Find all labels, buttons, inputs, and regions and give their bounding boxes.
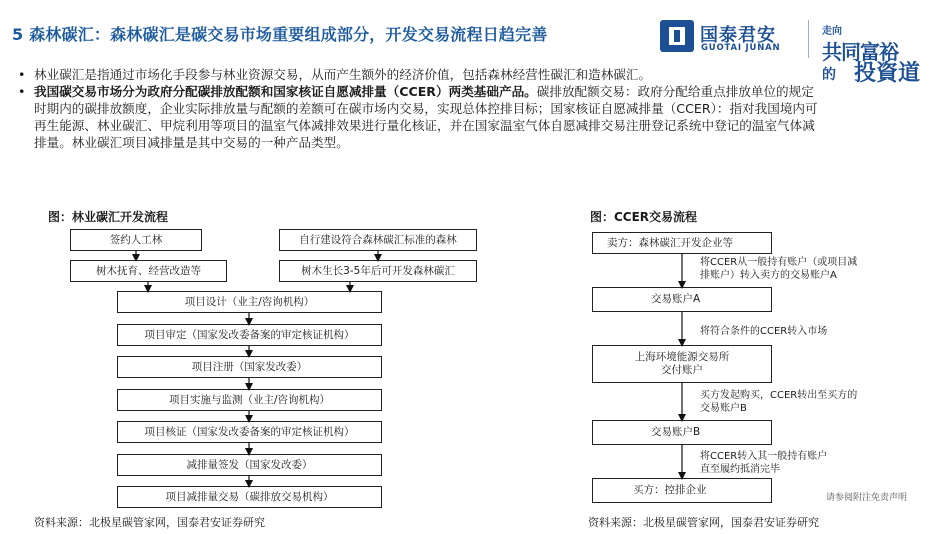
left-chart-source: 资料来源：北极星碳管家网，国泰君安证券研究 bbox=[34, 516, 265, 529]
bullet-bold-text: 我国碳交易市场分为政府分配碳排放配额和国家核证自愿减排量（CCER）两类基础产品。 bbox=[34, 84, 537, 99]
bullet-dot-icon: • bbox=[18, 67, 26, 82]
flow-step-issuance: 减排量签发（国家发改委） bbox=[117, 454, 382, 476]
bullet-text: 林业碳汇是指通过市场化手段参与林业资源交易，从而产生额外的经济价值，包括森林经营性碳汇和造林碳汇。 bbox=[34, 67, 652, 82]
slogan-line-4: 投資道 bbox=[854, 60, 921, 86]
flow-step-monitoring: 项目实施与监测（业主/咨询机构） bbox=[117, 389, 382, 411]
ccer-note-2: 将符合条件的CCER转入市场 bbox=[700, 326, 828, 337]
flow-box-sign-plantation: 签约人工林 bbox=[70, 229, 202, 251]
flow-step-validation: 项目审定（国家发改委备案的审定核证机构） bbox=[117, 324, 382, 346]
flow-step-design: 项目设计（业主/咨询机构） bbox=[117, 291, 382, 313]
ccer-box-account-b: 交易账户B bbox=[592, 420, 772, 445]
bullet-dot-icon: • bbox=[18, 84, 26, 99]
logo-english-name: GUOTAI JUNAN bbox=[701, 43, 781, 53]
logo-chinese-name: 国泰君安 bbox=[700, 25, 776, 46]
ccer-box-account-a: 交易账户A bbox=[592, 287, 772, 312]
flow-step-registration: 项目注册（国家发改委） bbox=[117, 356, 382, 378]
flow-box-self-build-forest: 自行建设符合森林碳汇标准的森林 bbox=[279, 229, 477, 251]
slogan-line-1: 走向 bbox=[822, 26, 842, 37]
flow-box-tree-growth: 树木生长3-5年后可开发森林碳汇 bbox=[279, 260, 477, 282]
ccer-note-4-line-2: 直至履约抵消完毕 bbox=[700, 463, 780, 475]
slogan-line-2: 共同富裕 bbox=[822, 40, 898, 64]
ccer-exchange-line-1: 上海环境能源交易所 bbox=[634, 351, 730, 363]
bullet-text: 碳排放配额交易：政府分配给重点排放单位的规定时期内的碳排放额度，企业实际排放量与配额的差额可在碳市场内交易，实现总体控排目标；国家核证自愿减排量（CCER）：指对我国境内可再生能源、林业碳汇、甲烷利用等项目的温室气体减排效果进行量化核证，并在国家温室气体自愿减排交易注册登记系统中登记的温室气体减排量。林业碳汇项目减排量是其中交易的一种产品类型。 bbox=[34, 84, 818, 150]
ccer-note-3-line-2: 交易账户B bbox=[700, 402, 747, 414]
flow-step-trading: 项目减排量交易（碳排放交易机构） bbox=[117, 486, 382, 508]
right-chart-source: 资料来源：北极星碳管家网，国泰君安证券研究 bbox=[588, 516, 819, 529]
ccer-note-4-line-1: 将CCER转入其一般持有账户 bbox=[700, 451, 828, 462]
ccer-exchange-line-2: 交付账户 bbox=[661, 364, 703, 376]
ccer-note-1-line-1: 将CCER从一般持有账户（或项目减 bbox=[700, 257, 858, 268]
slogan-line-3: 的 bbox=[822, 67, 836, 83]
ccer-note-1-line-2: 排账户）转入卖方的交易账户A bbox=[700, 269, 837, 281]
page-title: 5 森林碳汇：森林碳汇是碳交易市场重要组成部分，开发交易流程日趋完善 bbox=[12, 25, 548, 44]
ccer-box-buyer: 买方：控排企业 bbox=[592, 478, 772, 503]
ccer-box-seller: 卖方：森林碳汇开发企业等 bbox=[592, 232, 772, 254]
ccer-note-3-line-1: 买方发起购买，CCER转出至买方的 bbox=[700, 390, 858, 401]
disclaimer: 请参阅附注免责声明 bbox=[826, 493, 908, 503]
left-chart-caption: 图：林业碳汇开发流程 bbox=[48, 210, 169, 224]
flow-step-verification: 项目核证（国家发改委备案的审定核证机构） bbox=[117, 421, 382, 443]
flow-box-tending: 树木抚育、经营改造等 bbox=[70, 260, 227, 282]
right-chart-caption: 图：CCER交易流程 bbox=[590, 210, 698, 224]
